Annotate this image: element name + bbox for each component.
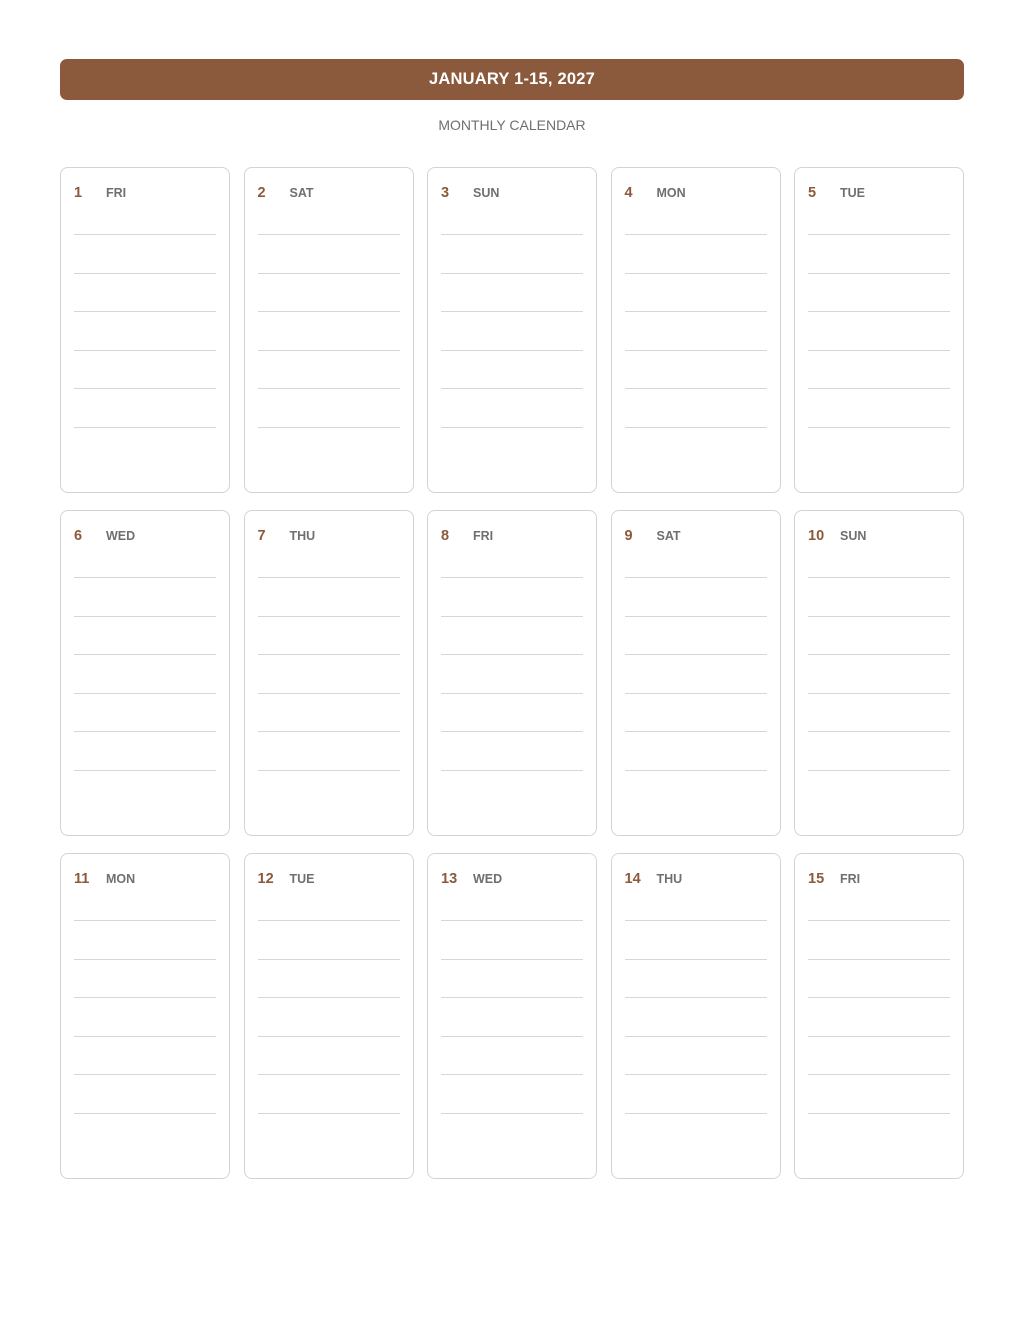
writing-line[interactable]	[74, 427, 216, 428]
writing-lines[interactable]	[808, 920, 950, 1152]
writing-line[interactable]	[808, 273, 950, 274]
writing-line[interactable]	[441, 311, 583, 312]
writing-line[interactable]	[625, 616, 767, 617]
writing-line[interactable]	[258, 616, 400, 617]
writing-line[interactable]	[625, 427, 767, 428]
writing-line[interactable]	[625, 1113, 767, 1114]
day-header	[441, 184, 499, 202]
writing-lines[interactable]	[258, 234, 400, 466]
writing-line[interactable]	[74, 350, 216, 351]
writing-line[interactable]	[441, 388, 583, 389]
day-number: 6	[74, 528, 83, 544]
day-number: 1	[74, 185, 83, 201]
day-number: 3	[441, 185, 450, 201]
writing-line[interactable]	[258, 1036, 400, 1037]
day-name: WED	[473, 872, 503, 886]
writing-line[interactable]	[441, 1113, 583, 1114]
day-header	[808, 870, 860, 888]
writing-line[interactable]	[441, 427, 583, 428]
writing-line[interactable]	[625, 770, 767, 771]
day-name: THU	[656, 872, 683, 886]
writing-line[interactable]	[74, 616, 216, 617]
writing-line[interactable]	[441, 273, 583, 274]
day-number: 8	[441, 528, 450, 544]
day-name: WED	[106, 529, 136, 543]
writing-line[interactable]	[808, 1036, 950, 1037]
day-header	[625, 527, 681, 545]
writing-line[interactable]	[74, 1113, 216, 1114]
day-card[interactable]	[60, 853, 230, 1179]
day-header	[258, 870, 315, 888]
writing-line[interactable]	[808, 997, 950, 998]
writing-line[interactable]	[625, 654, 767, 655]
day-header	[625, 184, 686, 202]
day-name: SAT	[656, 529, 681, 543]
writing-line[interactable]	[808, 577, 950, 578]
writing-line[interactable]	[808, 1074, 950, 1075]
page-subtitle: MONTHLY CALENDAR	[438, 117, 586, 133]
day-number: 4	[624, 185, 633, 201]
writing-line[interactable]	[625, 234, 767, 235]
day-number: 14	[624, 871, 641, 887]
writing-lines[interactable]	[258, 577, 400, 809]
day-card[interactable]	[611, 510, 781, 836]
writing-line[interactable]	[625, 273, 767, 274]
writing-line[interactable]	[625, 693, 767, 694]
day-name: MON	[656, 186, 686, 200]
writing-line[interactable]	[625, 959, 767, 960]
writing-line[interactable]	[441, 920, 583, 921]
writing-line[interactable]	[808, 959, 950, 960]
day-card[interactable]	[611, 167, 781, 493]
day-name: TUE	[840, 186, 865, 200]
writing-line[interactable]	[258, 388, 400, 389]
calendar-grid	[60, 167, 964, 1179]
day-number: 10	[808, 528, 825, 544]
writing-line[interactable]	[74, 234, 216, 235]
day-card[interactable]	[794, 853, 964, 1179]
day-header	[808, 184, 865, 202]
day-header	[441, 870, 502, 888]
writing-line[interactable]	[808, 311, 950, 312]
day-name: SAT	[289, 186, 314, 200]
writing-lines[interactable]	[441, 920, 583, 1152]
writing-line[interactable]	[74, 1074, 216, 1075]
day-card[interactable]	[794, 167, 964, 493]
writing-line[interactable]	[441, 770, 583, 771]
writing-line[interactable]	[625, 1036, 767, 1037]
writing-line[interactable]	[74, 997, 216, 998]
writing-line[interactable]	[258, 1113, 400, 1114]
writing-line[interactable]	[441, 654, 583, 655]
writing-line[interactable]	[625, 388, 767, 389]
writing-line[interactable]	[258, 731, 400, 732]
writing-line[interactable]	[74, 770, 216, 771]
day-number: 9	[624, 528, 633, 544]
writing-line[interactable]	[74, 731, 216, 732]
writing-line[interactable]	[808, 731, 950, 732]
writing-line[interactable]	[74, 920, 216, 921]
writing-line[interactable]	[625, 731, 767, 732]
day-number: 5	[808, 185, 817, 201]
writing-lines[interactable]	[625, 920, 767, 1152]
day-number: 2	[257, 185, 266, 201]
day-name: SUN	[473, 186, 500, 200]
day-header	[74, 184, 126, 202]
writing-line[interactable]	[625, 350, 767, 351]
day-header	[74, 870, 135, 888]
writing-line[interactable]	[74, 654, 216, 655]
writing-line[interactable]	[625, 997, 767, 998]
writing-lines[interactable]	[625, 577, 767, 809]
writing-line[interactable]	[808, 350, 950, 351]
day-name: MON	[106, 872, 136, 886]
writing-line[interactable]	[808, 693, 950, 694]
writing-line[interactable]	[74, 273, 216, 274]
writing-lines[interactable]	[441, 577, 583, 809]
day-header	[441, 527, 493, 545]
day-number: 15	[808, 871, 825, 887]
day-card[interactable]	[244, 853, 414, 1179]
day-number: 13	[441, 871, 458, 887]
writing-line[interactable]	[258, 693, 400, 694]
writing-line[interactable]	[625, 311, 767, 312]
day-card[interactable]	[611, 853, 781, 1179]
day-card[interactable]	[60, 510, 230, 836]
writing-line[interactable]	[74, 1036, 216, 1037]
writing-lines[interactable]	[74, 577, 216, 809]
writing-line[interactable]	[441, 1074, 583, 1075]
writing-line[interactable]	[258, 997, 400, 998]
writing-line[interactable]	[258, 234, 400, 235]
writing-line[interactable]	[258, 311, 400, 312]
writing-line[interactable]	[625, 577, 767, 578]
day-card[interactable]	[244, 167, 414, 493]
day-card[interactable]	[427, 167, 597, 493]
writing-lines[interactable]	[74, 920, 216, 1152]
writing-line[interactable]	[258, 577, 400, 578]
writing-line[interactable]	[258, 273, 400, 274]
writing-lines[interactable]	[441, 234, 583, 466]
writing-lines[interactable]	[625, 234, 767, 466]
writing-lines[interactable]	[258, 920, 400, 1152]
day-card[interactable]	[427, 510, 597, 836]
day-header	[258, 184, 314, 202]
writing-line[interactable]	[258, 920, 400, 921]
day-card[interactable]	[427, 853, 597, 1179]
day-card[interactable]	[60, 167, 230, 493]
writing-line[interactable]	[74, 693, 216, 694]
writing-line[interactable]	[808, 1113, 950, 1114]
writing-line[interactable]	[74, 577, 216, 578]
writing-line[interactable]	[74, 388, 216, 389]
writing-line[interactable]	[258, 427, 400, 428]
writing-line[interactable]	[808, 616, 950, 617]
day-card[interactable]	[244, 510, 414, 836]
writing-line[interactable]	[258, 350, 400, 351]
writing-line[interactable]	[441, 959, 583, 960]
writing-line[interactable]	[258, 770, 400, 771]
writing-line[interactable]	[258, 1074, 400, 1075]
writing-line[interactable]	[441, 1036, 583, 1037]
day-header	[74, 527, 135, 545]
day-card[interactable]	[794, 510, 964, 836]
day-number: 11	[74, 871, 90, 887]
day-name: FRI	[106, 186, 127, 200]
writing-line[interactable]	[808, 920, 950, 921]
day-number: 7	[257, 528, 266, 544]
writing-lines[interactable]	[808, 577, 950, 809]
writing-line[interactable]	[625, 1074, 767, 1075]
day-header	[625, 870, 683, 888]
writing-line[interactable]	[441, 693, 583, 694]
writing-lines[interactable]	[808, 234, 950, 466]
writing-line[interactable]	[74, 959, 216, 960]
writing-line[interactable]	[441, 577, 583, 578]
writing-line[interactable]	[441, 731, 583, 732]
writing-line[interactable]	[625, 920, 767, 921]
day-header	[258, 527, 316, 545]
day-number: 12	[257, 871, 274, 887]
writing-lines[interactable]	[74, 234, 216, 466]
page-title: JANUARY 1-15, 2027	[429, 70, 595, 88]
day-name: TUE	[289, 872, 315, 886]
header-bar	[60, 59, 964, 100]
writing-line[interactable]	[441, 234, 583, 235]
writing-line[interactable]	[441, 997, 583, 998]
writing-line[interactable]	[808, 234, 950, 235]
writing-line[interactable]	[808, 770, 950, 771]
writing-line[interactable]	[441, 350, 583, 351]
day-name: THU	[289, 529, 316, 543]
day-name: FRI	[473, 529, 494, 543]
day-name: SUN	[840, 529, 867, 543]
writing-line[interactable]	[808, 654, 950, 655]
writing-line[interactable]	[808, 427, 950, 428]
writing-line[interactable]	[258, 959, 400, 960]
day-name: FRI	[840, 872, 861, 886]
writing-line[interactable]	[74, 311, 216, 312]
writing-line[interactable]	[808, 388, 950, 389]
day-header	[808, 527, 866, 545]
writing-line[interactable]	[441, 616, 583, 617]
writing-line[interactable]	[258, 654, 400, 655]
